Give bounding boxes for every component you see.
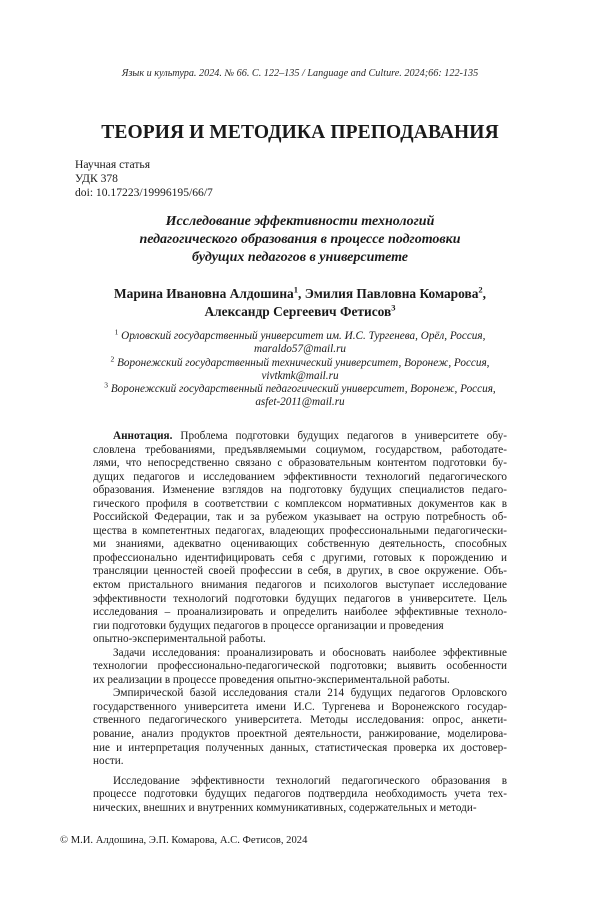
abstract-label: Аннотация. <box>113 430 173 442</box>
abstract-line: опытно-экспериментальной работы. <box>93 633 266 646</box>
copyright-notice: © М.И. Алдошина, Э.П. Комарова, А.С. Фетисов, 2024 <box>60 835 308 846</box>
abstract-line: дущих педагогов и исследованием эффективности технологий педагогического <box>93 470 507 483</box>
author-list <box>70 285 530 321</box>
affiliation-mark: 1 <box>114 327 119 337</box>
affiliation-email[interactable]: vivtkmk@mail.ru <box>261 369 339 382</box>
author-line <box>70 285 530 303</box>
article-type: Научная статья <box>75 158 151 171</box>
paper-title-line: Исследование эффективности технологий <box>165 214 435 229</box>
abstract-line: государственного университета имени И.С. Тургенева и Воронежского государ- <box>93 700 507 713</box>
abstract-line: нических, внешних и внутренних коммуникативных, содержательных и методи- <box>93 801 477 814</box>
abstract-line: ектом пристального внимания педагогов и психологов выступает исследование <box>93 579 507 592</box>
udc-code: УДК 378 <box>75 172 118 185</box>
abstract-line: лями, что непосредственно связано с образовательным контентом подготовки бу- <box>93 457 507 470</box>
abstract-line: гического профиля в соответствии с комплексом нормативных документов как в <box>93 497 507 510</box>
abstract-line: Аннотация. Проблема подготовки будущих педагогов в университете обу- <box>113 430 507 442</box>
abstract-line: рование, анализ продуктов проектной деятельности, ранжирование, моделирова- <box>93 728 507 741</box>
affiliation-mark: 3 <box>104 380 109 390</box>
affiliation <box>70 327 530 357</box>
abstract-line: Эмпирической базой исследования стали 214 будущих педагогов Орловского <box>113 687 507 700</box>
author-separator: , <box>297 286 305 301</box>
abstract-line: профессионально идентифицировать себя с другими, готовых к порождению и <box>93 551 507 564</box>
paper-title-line: педагогического образования в процессе подготовки <box>139 232 461 247</box>
abstract-line: Исследование эффективности технологий педагогического образования в <box>113 774 507 787</box>
affiliation-email[interactable]: maraldo57@mail.ru <box>253 343 347 356</box>
abstract-line: образования. Изменение взглядов на подготовку будущих специалистов педаго- <box>93 484 507 497</box>
abstract <box>93 430 507 815</box>
affiliation <box>70 380 530 410</box>
author-name: Эмилия Павловна Комарова <box>304 286 479 301</box>
author-affiliation-mark: 2 <box>478 284 483 295</box>
abstract-line: процессе подготовки будущих педагогов подтвердила необходимость учета тех- <box>93 788 507 801</box>
article-meta <box>75 158 213 200</box>
section-title: ТЕОРИЯ И МЕТОДИКА ПРЕПОДАВАНИЯ <box>101 122 499 143</box>
affiliation <box>70 353 530 384</box>
author-separator: , <box>482 286 487 301</box>
doi[interactable]: doi: 10.17223/19996195/66/7 <box>75 186 213 199</box>
affiliation-text: Орловский государственный университет им. И.С. Тургенева, Орёл, Россия, <box>118 330 486 342</box>
abstract-line: Задачи исследования: проанализировать и обосновать наиболее эффективные <box>113 646 507 659</box>
abstract-line: технологии профессионально-педагогической подготовки; выявить особенности <box>93 660 507 673</box>
author-affiliation-mark: 1 <box>293 284 298 295</box>
paper-title <box>80 213 520 267</box>
author-line <box>70 303 530 321</box>
abstract-line: эффективности технологий подготовки будущих педагогов в университете. Цель <box>93 592 507 605</box>
abstract-line: ние и интерпретация полученных данных, статистическая проверка их достовер- <box>93 741 507 754</box>
affiliation-list <box>70 327 530 410</box>
abstract-line: их реализации в процессе проведения опытно-экспериментальной работы. <box>93 673 450 686</box>
abstract-line: исследования – проанализировать и определить наиболее эффективные техноло- <box>93 606 507 619</box>
affiliation-email[interactable]: asfet-2011@mail.ru <box>255 396 345 409</box>
paper-title-line: будущих педагогов в университете <box>191 250 409 265</box>
author-name: Марина Ивановна Алдошина <box>113 286 294 301</box>
abstract-line: ственного педагогического университета. Методы исследования: опрос, анкети- <box>93 714 507 727</box>
abstract-line: трансляции ценностей своей профессии в себя, в других, в свое окружение. Объ- <box>93 565 507 578</box>
affiliation-mark: 2 <box>110 353 115 363</box>
abstract-line: щества в компетентных педагогах, владеющих профессиональными педагогически- <box>93 524 507 537</box>
abstract-line: Российской Федерации, так и за рубежом указывает на острую потребность об- <box>93 511 507 524</box>
affiliation-text: Воронежский государственный технический университет, Воронеж, Россия, <box>114 356 490 369</box>
author-affiliation-mark: 3 <box>391 302 396 313</box>
author-name: Александр Сергеевич Фетисов <box>204 304 392 319</box>
abstract-line: ности. <box>93 755 124 768</box>
abstract-line: ми знаниями, адекватно оценивающих собственную деятельность, способных <box>93 538 507 551</box>
running-head: Язык и культура. 2024. № 66. С. 122–135 / Language and Culture. 2024;66: 122-135 <box>121 68 479 79</box>
abstract-line: словлена требованиями, предъявляемыми социумом, государством, работодате- <box>93 443 507 456</box>
affiliation-text: Воронежский государственный педагогический университет, Воронеж, Россия, <box>108 383 496 396</box>
abstract-line: гии подготовки будущих педагогов в процессе организации и проведения <box>93 619 444 632</box>
